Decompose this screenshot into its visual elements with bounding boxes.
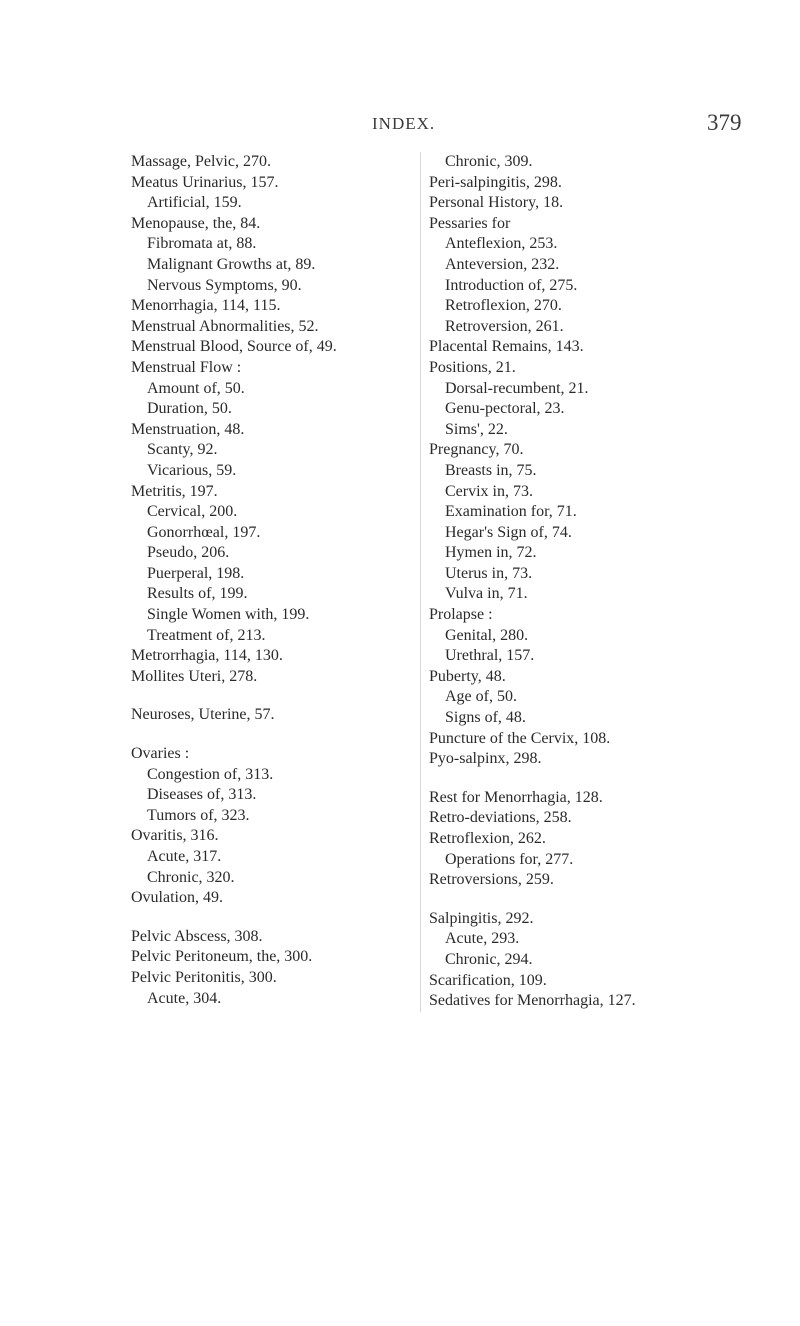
index-subentry: Malignant Growths at, 89. (147, 255, 316, 273)
index-subentry: Genu-pectoral, 23. (445, 400, 565, 418)
index-entry: Retroflexion, 262. (429, 830, 546, 847)
index-subentry: Hegar's Sign of, 74. (445, 523, 572, 541)
index-subentry: Operations for, 277. (445, 850, 574, 868)
index-subentry: Uterus in, 73. (445, 564, 533, 582)
index-entry: Positions, 21. (429, 358, 516, 376)
index-subentry: Acute, 317. (147, 848, 222, 865)
page-number: 379 (707, 110, 742, 135)
index-entry: Meatus Urinarius, 157. (131, 173, 279, 191)
index-subentry: Artificial, 159. (147, 194, 242, 212)
index-subentry: Acute, 293. (445, 930, 520, 948)
index-entry: Prolapse : (429, 606, 493, 624)
index-subentry: Single Women with, 199. (147, 606, 310, 624)
index-entry: Puncture of the Cervix, 108. (429, 729, 611, 747)
index-entry: Puberty, 48. (429, 667, 506, 685)
index-entry: Ovulation, 49. (131, 889, 223, 907)
index-subentry: Amount of, 50. (147, 379, 245, 397)
index-subentry: Retroversion, 261. (445, 317, 564, 335)
index-subentry: Nervous Symptoms, 90. (147, 276, 302, 294)
index-subentry: Fibromata at, 88. (147, 235, 257, 253)
index-subentry: Cervical, 200. (147, 503, 238, 521)
index-subentry: Congestion of, 313. (147, 765, 274, 783)
index-subentry: Examination for, 71. (445, 503, 577, 521)
index-subentry: Acute, 304. (147, 989, 222, 1007)
index-subentry: Puerperal, 198. (147, 564, 245, 582)
index-entry: Pelvic Peritonitis, 300. (131, 968, 277, 986)
index-subentry: Urethral, 157. (445, 647, 535, 665)
index-entry: Menstrual Flow : (131, 358, 242, 376)
index-subentry: Anteflexion, 253. (445, 235, 558, 253)
index-subentry: Tumors of, 323. (147, 806, 250, 824)
index-entry: Pelvic Peritoneum, the, 300. (131, 948, 313, 966)
index-entry: Scarification, 109. (429, 971, 547, 989)
index-entry: Pelvic Abscess, 308. (131, 927, 263, 945)
index-entry: Rest for Menorrhagia, 128. (429, 788, 603, 806)
index-entry: Peri-salpingitis, 298. (429, 173, 562, 191)
running-head-title: INDEX. (372, 114, 436, 133)
index-subentry: Dorsal-recumbent, 21. (445, 379, 589, 397)
index-entry: Metritis, 197. (131, 482, 218, 500)
index-subentry: Hymen in, 72. (445, 544, 537, 562)
index-entry: Personal History, 18. (429, 194, 564, 212)
index-entry: Placental Remains, 143. (429, 338, 584, 356)
index-entry: Massage, Pelvic, 270. (131, 153, 271, 170)
index-column-left (131, 152, 431, 1009)
index-entry: Metrorrhagia, 114, 130. (131, 647, 283, 665)
index-entry: Ovaries : (131, 745, 190, 763)
index-entry: Pessaries for (429, 214, 511, 232)
index-subentry: Chronic, 309. (445, 153, 533, 170)
index-subentry: Scanty, 92. (147, 441, 218, 459)
index-entry: Sedatives for Menorrhagia, 127. (429, 992, 636, 1010)
index-entry: Pyo-salpinx, 298. (429, 750, 542, 768)
index-subentry: Diseases of, 313. (147, 786, 257, 804)
index-subentry: Anteversion, 232. (445, 255, 560, 273)
index-subentry: Chronic, 320. (147, 868, 235, 886)
index-entry: Mollites Uteri, 278. (131, 667, 258, 685)
index-entry: Retro-deviations, 258. (429, 809, 572, 827)
index-subentry: Cervix in, 73. (445, 482, 533, 500)
index-subentry: Introduction of, 275. (445, 276, 578, 294)
index-entry: Menstrual Blood, Source of, 49. (131, 338, 337, 356)
index-subentry: Pseudo, 206. (147, 544, 230, 562)
index-entry: Neuroses, Uterine, 57. (131, 706, 275, 724)
index-entry: Menstrual Abnormalities, 52. (131, 317, 319, 335)
index-subentry: Duration, 50. (147, 400, 232, 418)
index-subentry: Signs of, 48. (445, 709, 526, 727)
index-entry: Pregnancy, 70. (429, 441, 524, 459)
page-header (0, 110, 800, 144)
index-subentry: Genital, 280. (445, 626, 529, 644)
index-entry: Menorrhagia, 114, 115. (131, 297, 281, 315)
index-column-right (420, 152, 759, 1012)
index-entry: Retroversions, 259. (429, 871, 554, 889)
index-subentry: Results of, 199. (147, 585, 248, 603)
index-entry: Salpingitis, 292. (429, 909, 534, 927)
index-subentry: Breasts in, 75. (445, 461, 537, 479)
index-subentry: Sims', 22. (445, 420, 508, 438)
index-entry: Ovaritis, 316. (131, 827, 219, 845)
index-subentry: Treatment of, 213. (147, 626, 266, 644)
index-subentry: Vulva in, 71. (445, 585, 528, 603)
index-entry: Menstruation, 48. (131, 420, 245, 438)
index-subentry: Gonorrhœal, 197. (147, 523, 261, 541)
index-subentry: Chronic, 294. (445, 950, 533, 968)
index-subentry: Age of, 50. (445, 688, 517, 706)
index-entry: Menopause, the, 84. (131, 214, 261, 232)
index-subentry: Retroflexion, 270. (445, 297, 562, 315)
index-subentry: Vicarious, 59. (147, 461, 237, 479)
